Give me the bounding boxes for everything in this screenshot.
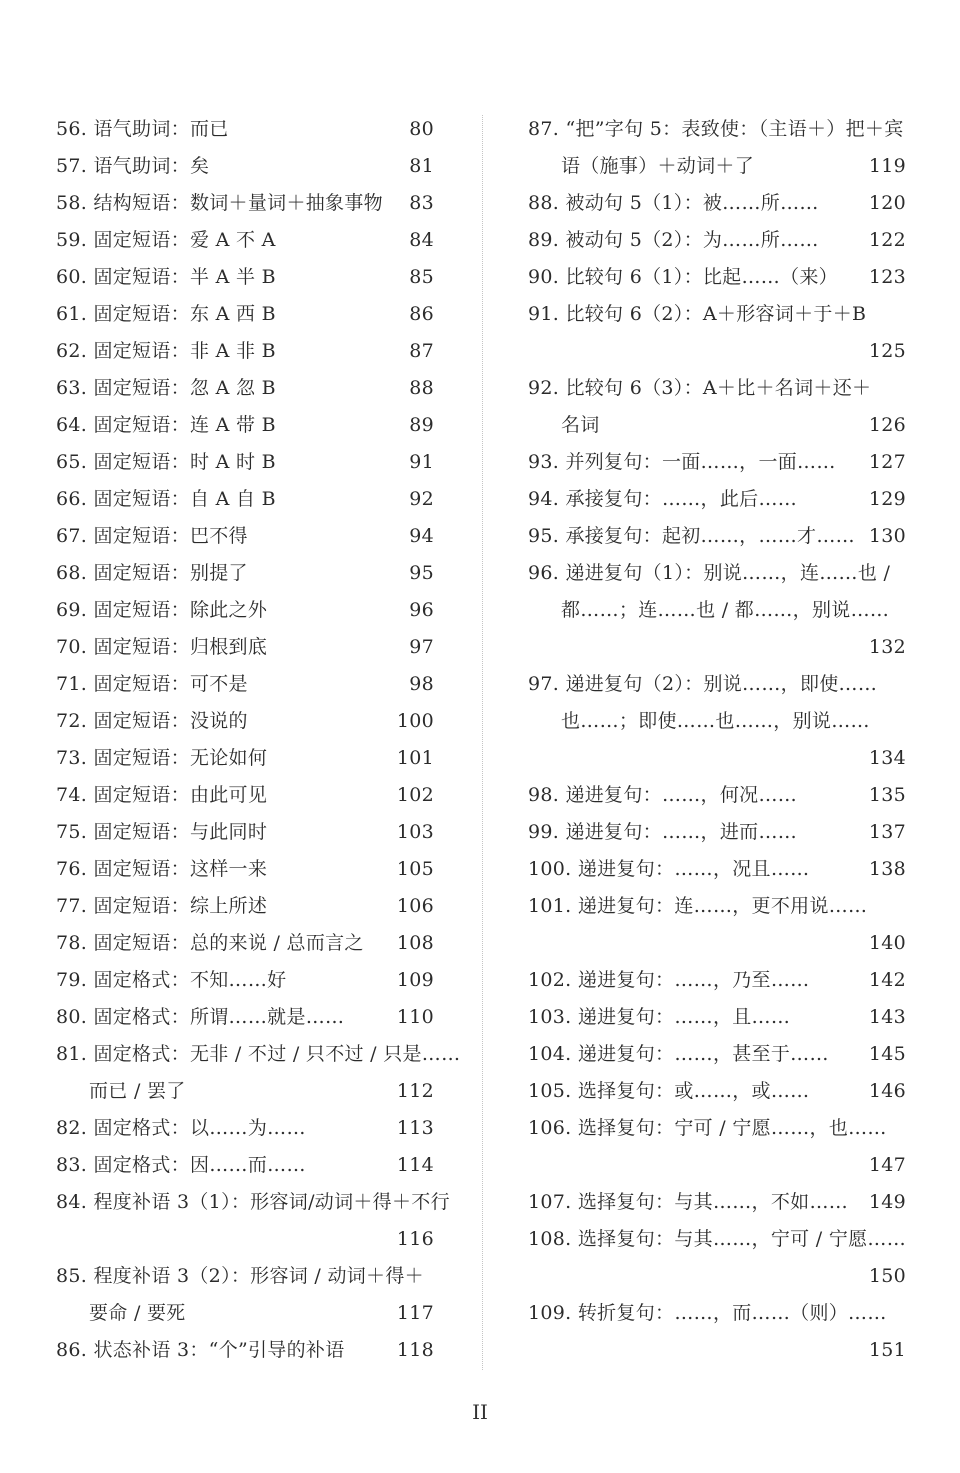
toc-entry-line	[528, 999, 908, 1036]
toc-entry-page: 101	[396, 747, 434, 769]
toc-entry-line	[528, 518, 908, 555]
toc-entry-line	[528, 185, 908, 222]
toc-entry-line	[56, 1073, 436, 1110]
toc-entry-page: 118	[396, 1339, 434, 1361]
toc-entry-title: 68. 固定短语：别提了	[56, 562, 248, 584]
toc-entry-line	[56, 111, 436, 148]
toc-entry-title: 94. 承接复句：……，此后……	[528, 488, 798, 510]
toc-entry-line	[528, 407, 908, 444]
page-number: II	[472, 1400, 488, 1424]
toc-entry-title: 90. 比较句 6（1）：比起……（来）	[528, 266, 838, 288]
toc-entry-page: 123	[868, 266, 906, 288]
toc-entry-page: 137	[868, 821, 906, 843]
toc-entry-line	[528, 1295, 908, 1332]
toc-entry-page: 80	[409, 118, 434, 140]
toc-entry-title: 57. 语气助词：矣	[56, 155, 210, 177]
toc-entry-page: 149	[868, 1191, 906, 1213]
toc-right-column	[528, 111, 908, 1369]
toc-entry-page: 134	[868, 747, 906, 769]
toc-entry-line	[528, 777, 908, 814]
toc-entry-page: 106	[396, 895, 434, 917]
toc-entry-title: 67. 固定短语：巴不得	[56, 525, 248, 547]
toc-entry-title: 89. 被动句 5（2）：为……所……	[528, 229, 819, 251]
toc-entry-line	[56, 703, 436, 740]
toc-entry-title: 56. 语气助词：而已	[56, 118, 229, 140]
toc-entry-title: 59. 固定短语：爱 A 不 A	[56, 229, 276, 251]
toc-entry-title: 73. 固定短语：无论如何	[56, 747, 268, 769]
toc-entry-line	[56, 999, 436, 1036]
toc-entry-line	[528, 444, 908, 481]
toc-entry-page: 88	[409, 377, 434, 399]
toc-entry-page: 102	[396, 784, 434, 806]
toc-entry-title: 103. 递进复句：……，且……	[528, 1006, 791, 1028]
toc-entry-title: 78. 固定短语：总的来说 / 总而言之	[56, 932, 364, 954]
toc-entry-page: 138	[868, 858, 906, 880]
toc-entry-line	[56, 1258, 436, 1295]
toc-entry-line	[56, 444, 436, 481]
toc-entry-title: 92. 比较句 6（3）：A＋比＋名词＋还＋	[528, 377, 872, 399]
toc-entry-title: 而已 / 罢了	[89, 1080, 186, 1102]
toc-entry-page: 151	[868, 1339, 906, 1361]
toc-entry-page: 87	[409, 340, 434, 362]
toc-entry-title: 99. 递进复句：……，进而……	[528, 821, 798, 843]
toc-entry-title: 81. 固定格式：无非 / 不过 / 只不过 / 只是……	[56, 1043, 461, 1065]
toc-entry-line	[56, 1147, 436, 1184]
toc-entry-line	[528, 851, 908, 888]
toc-entry-line	[528, 111, 908, 148]
toc-entry-title: 84. 程度补语 3（1）：形容词/动词＋得＋不行	[56, 1191, 450, 1213]
toc-entry-title: 88. 被动句 5（1）：被……所……	[528, 192, 819, 214]
toc-entry-title: 83. 固定格式：因……而……	[56, 1154, 306, 1176]
toc-entry-title: 104. 递进复句：……，甚至于……	[528, 1043, 829, 1065]
toc-entry-title: 79. 固定格式：不知……好	[56, 969, 287, 991]
toc-entry-line	[528, 148, 908, 185]
toc-entry-line	[528, 481, 908, 518]
toc-entry-page: 135	[868, 784, 906, 806]
toc-entry-page: 81	[409, 155, 434, 177]
toc-entry-line	[56, 333, 436, 370]
toc-entry-page: 98	[409, 673, 434, 695]
toc-entry-line	[56, 296, 436, 333]
toc-entry-page: 91	[409, 451, 434, 473]
toc-entry-page: 109	[396, 969, 434, 991]
toc-entry-line	[56, 925, 436, 962]
toc-entry-page: 130	[868, 525, 906, 547]
toc-entry-page: 127	[868, 451, 906, 473]
toc-entry-line	[528, 629, 908, 666]
toc-entry-line	[56, 1110, 436, 1147]
toc-entry-page: 108	[396, 932, 434, 954]
toc-entry-page: 147	[868, 1154, 906, 1176]
toc-entry-page: 117	[396, 1302, 434, 1324]
toc-entry-line	[528, 1036, 908, 1073]
toc-entry-title: 98. 递进复句：……，何况……	[528, 784, 798, 806]
toc-entry-line	[528, 333, 908, 370]
toc-entry-title: 91. 比较句 6（2）：A＋形容词＋于＋B	[528, 303, 867, 325]
toc-entry-page: 89	[409, 414, 434, 436]
toc-entry-title: 109. 转折复句：……，而……（则）……	[528, 1302, 887, 1324]
toc-entry-line	[56, 481, 436, 518]
toc-entry-line	[528, 666, 908, 703]
toc-entry-line	[56, 962, 436, 999]
toc-entry-title: 都……；连……也 / 都……，别说……	[561, 599, 890, 621]
toc-entry-line	[56, 592, 436, 629]
toc-entry-title: 86. 状态补语 3：“个”引导的补语	[56, 1339, 345, 1361]
toc-entry-title: 也……；即使……也……，别说……	[561, 710, 870, 732]
toc-entry-line	[56, 888, 436, 925]
toc-entry-page: 95	[409, 562, 434, 584]
toc-entry-page: 103	[396, 821, 434, 843]
toc-entry-page: 126	[868, 414, 906, 436]
toc-entry-line	[528, 1110, 908, 1147]
toc-entry-title: 60. 固定短语：半 A 半 B	[56, 266, 276, 288]
toc-entry-line	[528, 259, 908, 296]
toc-entry-title: 97. 递进复句（2）：别说……，即使……	[528, 673, 878, 695]
toc-entry-line	[56, 259, 436, 296]
toc-entry-title: 75. 固定短语：与此同时	[56, 821, 268, 843]
toc-entry-page: 120	[868, 192, 906, 214]
toc-entry-title: 95. 承接复句：起初……，……才……	[528, 525, 855, 547]
toc-entry-page: 110	[396, 1006, 434, 1028]
toc-entry-page: 150	[868, 1265, 906, 1287]
toc-entry-title: 61. 固定短语：东 A 西 B	[56, 303, 276, 325]
toc-entry-page: 114	[396, 1154, 434, 1176]
toc-entry-title: 70. 固定短语：归根到底	[56, 636, 268, 658]
toc-entry-line	[528, 1332, 908, 1369]
toc-entry-page: 100	[396, 710, 434, 732]
toc-entry-title: 74. 固定短语：由此可见	[56, 784, 268, 806]
toc-entry-title: 63. 固定短语：忽 A 忽 B	[56, 377, 276, 399]
toc-entry-page: 129	[868, 488, 906, 510]
toc-entry-title: 93. 并列复句：一面……，一面……	[528, 451, 836, 473]
toc-entry-line	[528, 592, 908, 629]
toc-entry-page: 142	[868, 969, 906, 991]
toc-entry-line	[56, 555, 436, 592]
toc-entry-line	[56, 370, 436, 407]
toc-entry-line	[528, 555, 908, 592]
toc-entry-title: 106. 选择复句：宁可 / 宁愿……，也……	[528, 1117, 887, 1139]
toc-entry-line	[528, 703, 908, 740]
toc-entry-page: 97	[409, 636, 434, 658]
toc-entry-title: 101. 递进复句：连……，更不用说……	[528, 895, 868, 917]
toc-entry-line	[528, 888, 908, 925]
toc-entry-line	[56, 518, 436, 555]
toc-entry-title: 85. 程度补语 3（2）：形容词 / 动词＋得＋	[56, 1265, 424, 1287]
toc-entry-title: 62. 固定短语：非 A 非 B	[56, 340, 276, 362]
toc-entry-title: 80. 固定格式：所谓……就是……	[56, 1006, 345, 1028]
toc-entry-title: 语（施事）＋动词＋了	[561, 155, 755, 177]
toc-entry-page: 122	[868, 229, 906, 251]
toc-entry-line	[56, 222, 436, 259]
toc-entry-line	[528, 740, 908, 777]
toc-entry-page: 85	[409, 266, 434, 288]
toc-entry-title: 77. 固定短语：综上所述	[56, 895, 268, 917]
toc-entry-title: 71. 固定短语：可不是	[56, 673, 248, 695]
toc-entry-line	[56, 666, 436, 703]
toc-entry-title: 名词	[561, 414, 600, 436]
toc-entry-line	[56, 1184, 450, 1221]
toc-entry-line	[56, 740, 436, 777]
toc-entry-title: 66. 固定短语：自 A 自 B	[56, 488, 276, 510]
toc-entry-line	[56, 1036, 461, 1073]
toc-entry-line	[528, 962, 908, 999]
toc-entry-page: 113	[396, 1117, 434, 1139]
toc-entry-line	[528, 296, 908, 333]
toc-entry-title: 65. 固定短语：时 A 时 B	[56, 451, 276, 473]
toc-entry-line	[56, 1221, 436, 1258]
toc-entry-page: 146	[868, 1080, 906, 1102]
toc-entry-page: 140	[868, 932, 906, 954]
toc-entry-title: 58. 结构短语：数词＋量词＋抽象事物	[56, 192, 383, 214]
toc-entry-title: 87. “把”字句 5：表致使：（主语＋）把＋宾	[528, 118, 904, 140]
toc-entry-page: 132	[868, 636, 906, 658]
toc-entry-page: 86	[409, 303, 434, 325]
toc-entry-line	[528, 1073, 908, 1110]
toc-entry-line	[56, 407, 436, 444]
toc-entry-title: 96. 递进复句（1）：别说……，连……也 /	[528, 562, 891, 584]
toc-entry-page: 116	[396, 1228, 434, 1250]
toc-entry-title: 76. 固定短语：这样一来	[56, 858, 268, 880]
toc-entry-line	[56, 814, 436, 851]
toc-entry-page: 145	[868, 1043, 906, 1065]
toc-entry-title: 107. 选择复句：与其……，不如……	[528, 1191, 849, 1213]
toc-entry-title: 72. 固定短语：没说的	[56, 710, 248, 732]
toc-entry-page: 94	[409, 525, 434, 547]
toc-entry-title: 102. 递进复句：……，乃至……	[528, 969, 810, 991]
toc-entry-title: 82. 固定格式：以……为……	[56, 1117, 306, 1139]
toc-entry-title: 105. 选择复句：或……，或……	[528, 1080, 810, 1102]
toc-entry-line	[56, 629, 436, 666]
toc-entry-page: 119	[868, 155, 906, 177]
column-divider	[482, 115, 483, 1370]
toc-entry-line	[56, 851, 436, 888]
toc-entry-line	[528, 1184, 908, 1221]
toc-entry-line	[56, 1295, 436, 1332]
toc-entry-line	[528, 1147, 908, 1184]
toc-entry-page: 96	[409, 599, 434, 621]
toc-entry-title: 64. 固定短语：连 A 带 B	[56, 414, 276, 436]
toc-entry-line	[56, 185, 436, 222]
toc-entry-title: 69. 固定短语：除此之外	[56, 599, 268, 621]
toc-left-column	[56, 111, 461, 1369]
toc-entry-page: 105	[396, 858, 434, 880]
toc-entry-line	[56, 148, 436, 185]
toc-entry-line	[56, 1332, 436, 1369]
toc-entry-line	[528, 370, 908, 407]
toc-entry-page: 125	[868, 340, 906, 362]
toc-entry-line	[528, 222, 908, 259]
toc-entry-title: 100. 递进复句：……，况且……	[528, 858, 810, 880]
toc-entry-line	[56, 777, 436, 814]
toc-entry-line	[528, 1258, 908, 1295]
toc-entry-page: 143	[868, 1006, 906, 1028]
toc-entry-page: 84	[409, 229, 434, 251]
toc-entry-page: 92	[409, 488, 434, 510]
toc-entry-page: 83	[409, 192, 434, 214]
toc-entry-title: 108. 选择复句：与其……，宁可 / 宁愿……	[528, 1228, 907, 1250]
toc-entry-line	[528, 814, 908, 851]
toc-entry-title: 要命 / 要死	[89, 1302, 186, 1324]
toc-entry-line	[528, 925, 908, 962]
toc-entry-line	[528, 1221, 908, 1258]
toc-entry-page: 112	[396, 1080, 434, 1102]
